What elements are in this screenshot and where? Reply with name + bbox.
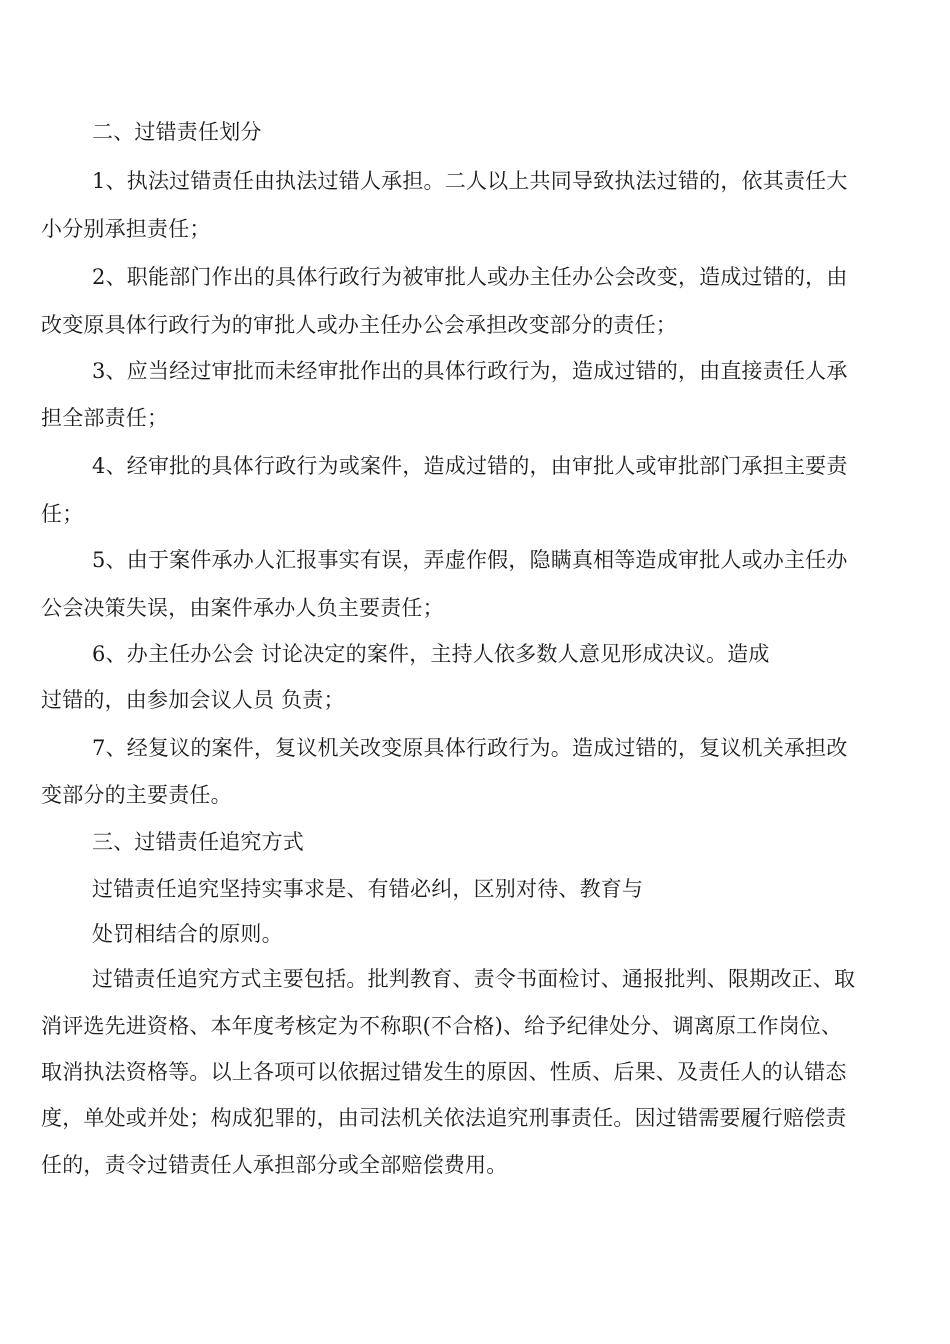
item-4-line-2: 任； xyxy=(41,502,84,526)
item-3-line-1: 3、应当经过审批而未经审批作出的具体行政行为，造成过错的，由直接责任人承 xyxy=(92,359,848,383)
item-2-line-2: 改变原具体行政行为的审批人或办主任办公会承担改变部分的责任； xyxy=(41,313,677,337)
section-heading-3: 三、过错责任追究方式 xyxy=(92,830,304,854)
principle-line-1: 过错责任追究坚持实事求是、有错必纠，区别对待、教育与 xyxy=(92,877,644,901)
item-1-line-1: 1、执法过错责任由执法过错人承担。二人以上共同导致执法过错的，依其责任大 xyxy=(92,169,848,193)
principle-line-2: 处罚相结合的原则。 xyxy=(92,922,283,946)
methods-line-4: 度，单处或并处；构成犯罪的，由司法机关依法追究刑事责任。因过错需要履行赔偿责 xyxy=(41,1106,847,1130)
item-5-line-2: 公会决策失误，由案件承办人负主要责任； xyxy=(41,596,444,620)
item-7-line-2: 变部分的主要责任。 xyxy=(41,783,232,807)
item-6-line-1: 6、办主任办公会 讨论决定的案件，主持人依多数人意见形成决议。造成 xyxy=(92,642,770,666)
item-4-line-1: 4、经审批的具体行政行为或案件，造成过错的，由审批人或审批部门承担主要责 xyxy=(92,454,848,478)
methods-line-3: 取消执法资格等。以上各项可以依据过错发生的原因、性质、后果、及责任人的认错态 xyxy=(41,1060,847,1084)
methods-line-1: 过错责任追究方式主要包括。批判教育、责令书面检讨、通报批判、限期改正、取 xyxy=(92,967,856,991)
methods-line-5: 任的，责令过错责任人承担部分或全部赔偿费用。 xyxy=(41,1153,508,1177)
item-6-line-2: 过错的，由参加会议人员 负责； xyxy=(41,688,345,712)
item-1-line-2: 小分别承担责任； xyxy=(41,217,211,241)
item-7-line-1: 7、经复议的案件，复议机关改变原具体行政行为。造成过错的，复议机关承担改 xyxy=(92,736,848,760)
item-5-line-1: 5、由于案件承办人汇报事实有误，弄虚作假，隐瞒真相等造成审批人或办主任办 xyxy=(92,548,848,572)
item-2-line-1: 2、职能部门作出的具体行政行为被审批人或办主任办公会改变，造成过错的，由 xyxy=(92,265,848,289)
methods-line-2: 消评选先进资格、本年度考核定为不称职(不合格)、给予纪律处分、调离原工作岗位、 xyxy=(41,1014,843,1038)
item-3-line-2: 担全部责任； xyxy=(41,406,169,430)
section-heading-2: 二、过错责任划分 xyxy=(92,120,262,144)
